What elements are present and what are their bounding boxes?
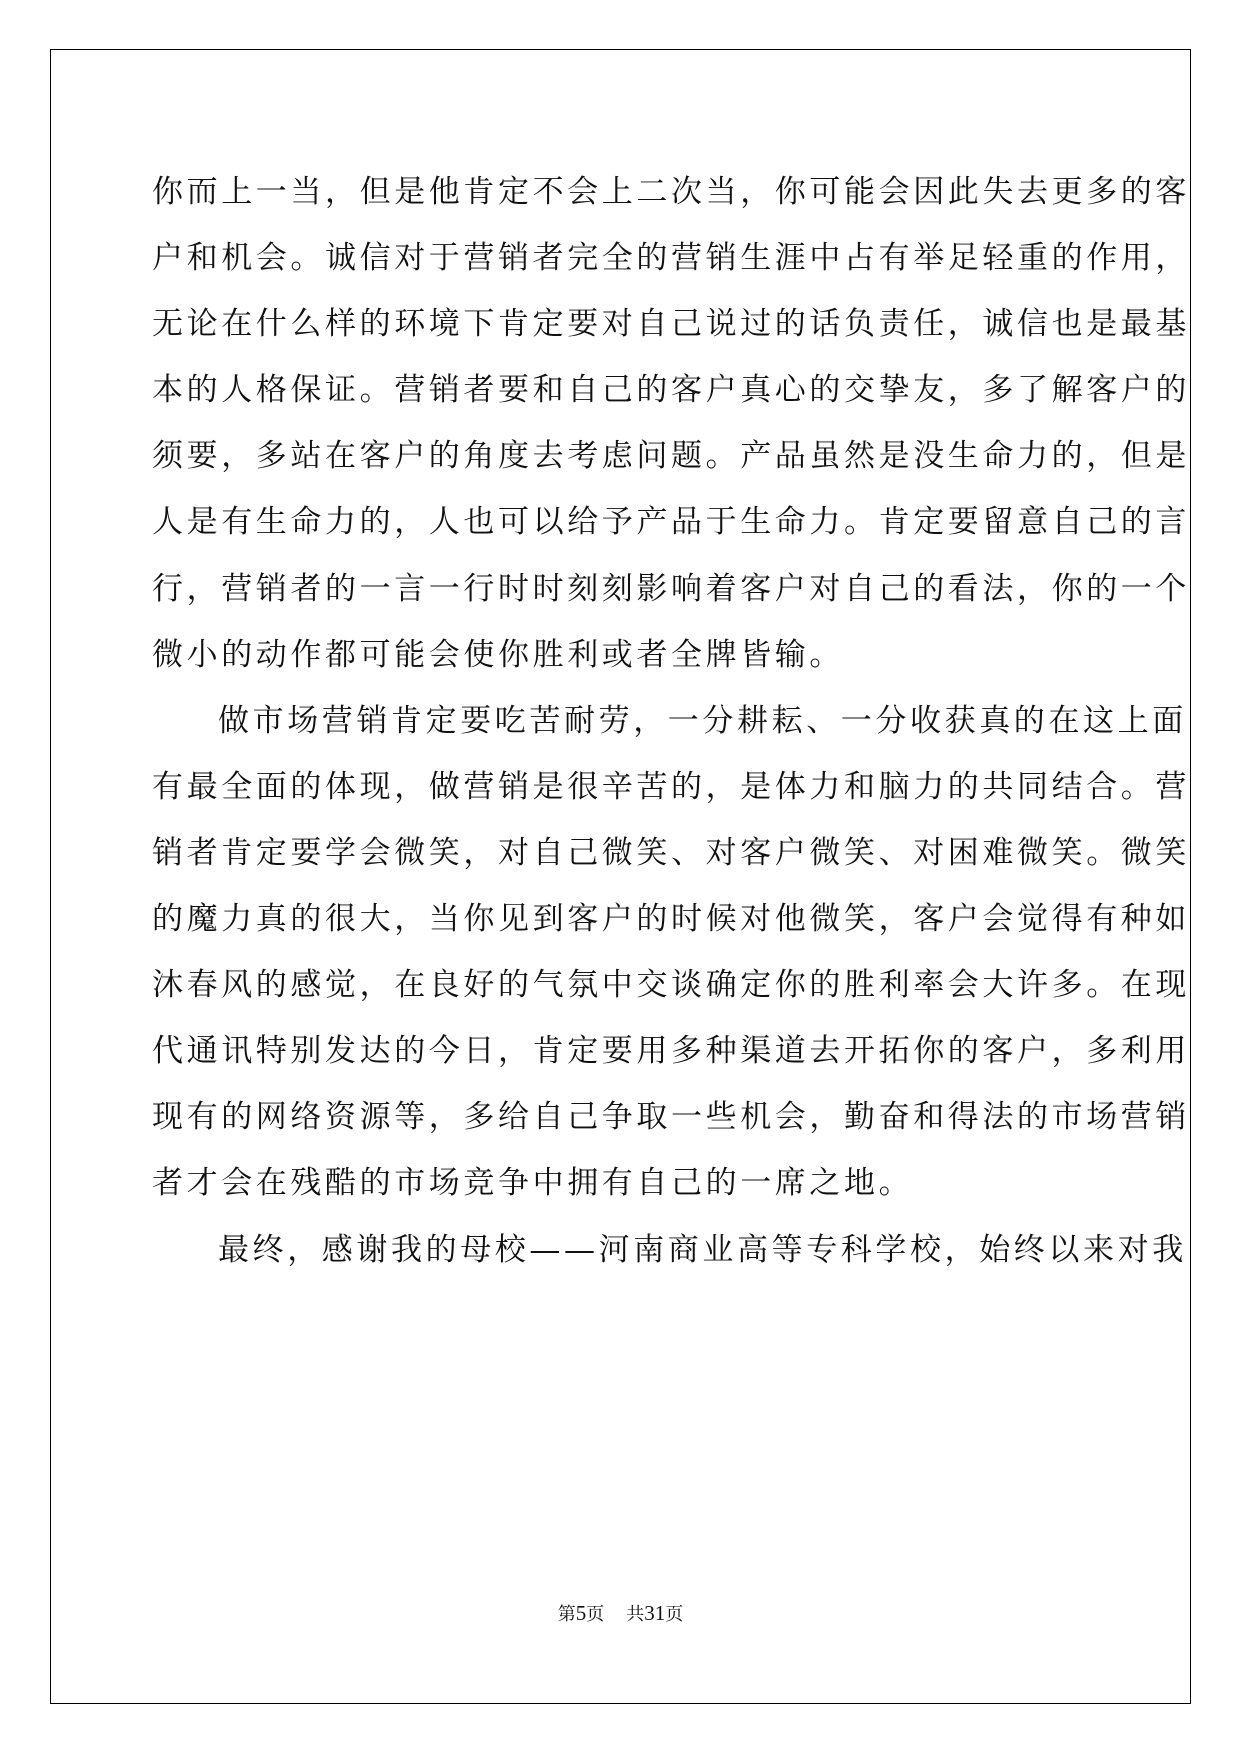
page-prefix: 第: [557, 1604, 576, 1625]
total-pages: 31: [644, 1601, 666, 1625]
total-prefix: 共: [626, 1604, 645, 1625]
text-line: 行，营销者的一言一行时时刻刻影响着客户对自己的看法，你的一个: [152, 570, 1190, 607]
text-line: 你而上一当，但是他肯定不会上二次当，你可能会因此失去更多的客: [152, 174, 1190, 210]
paragraph-start-line: 做市场营销肯定要吃苦耐劳，一分耕耘、一分收获真的在这上面: [218, 702, 1187, 739]
text-line: 本的人格保证。营销者要和自己的客户真心的交挚友，多了解客户的: [152, 372, 1190, 409]
text-line: 者才会在残酷的市场竞争中拥有自己的一席之地。: [152, 1165, 914, 1202]
text-line: 代通讯特别发达的今日，肯定要用多种渠道去开拓你的客户，多利用: [152, 1033, 1190, 1070]
text-line: 无论在什么样的环境下肯定要对自己说过的话负责任，诚信也是最基: [152, 306, 1190, 343]
document-body: [152, 159, 1190, 1283]
page-number: 5: [575, 1601, 587, 1625]
text-line: 沐春风的感觉，在良好的气氛中交谈确定你的胜利率会大许多。在现: [152, 967, 1190, 1004]
total-suffix: 页: [665, 1604, 684, 1625]
text-line: 的魔力真的很大，当你见到客户的时候对他微笑，客户会觉得有种如: [152, 901, 1190, 938]
text-line: 现有的网络资源等，多给自己争取一些机会，勤奋和得法的市场营销: [152, 1099, 1190, 1136]
text-line: 微小的动作都可能会使你胜利或者全牌皆输。: [152, 636, 844, 673]
text-line: 有最全面的体现，做营销是很辛苦的，是体力和脑力的共同结合。营: [152, 768, 1190, 805]
text-line: 人是有生命力的，人也可以给予产品于生命力。肯定要留意自己的言: [152, 504, 1190, 541]
page-footer: [0, 1601, 1241, 1627]
text-line: 销者肯定要学会微笑，对自己微笑、对客户微笑、对困难微笑。微笑: [152, 834, 1190, 871]
paragraph-start-line: 最终，感谢我的母校——河南商业高等专科学校，始终以来对我: [218, 1231, 1187, 1268]
text-line: 户和机会。诚信对于营销者完全的营销生涯中占有举足轻重的作用，: [152, 240, 1190, 277]
page-suffix: 页: [586, 1604, 605, 1625]
text-line: 须要，多站在客户的角度去考虑问题。产品虽然是没生命力的，但是: [152, 438, 1190, 475]
